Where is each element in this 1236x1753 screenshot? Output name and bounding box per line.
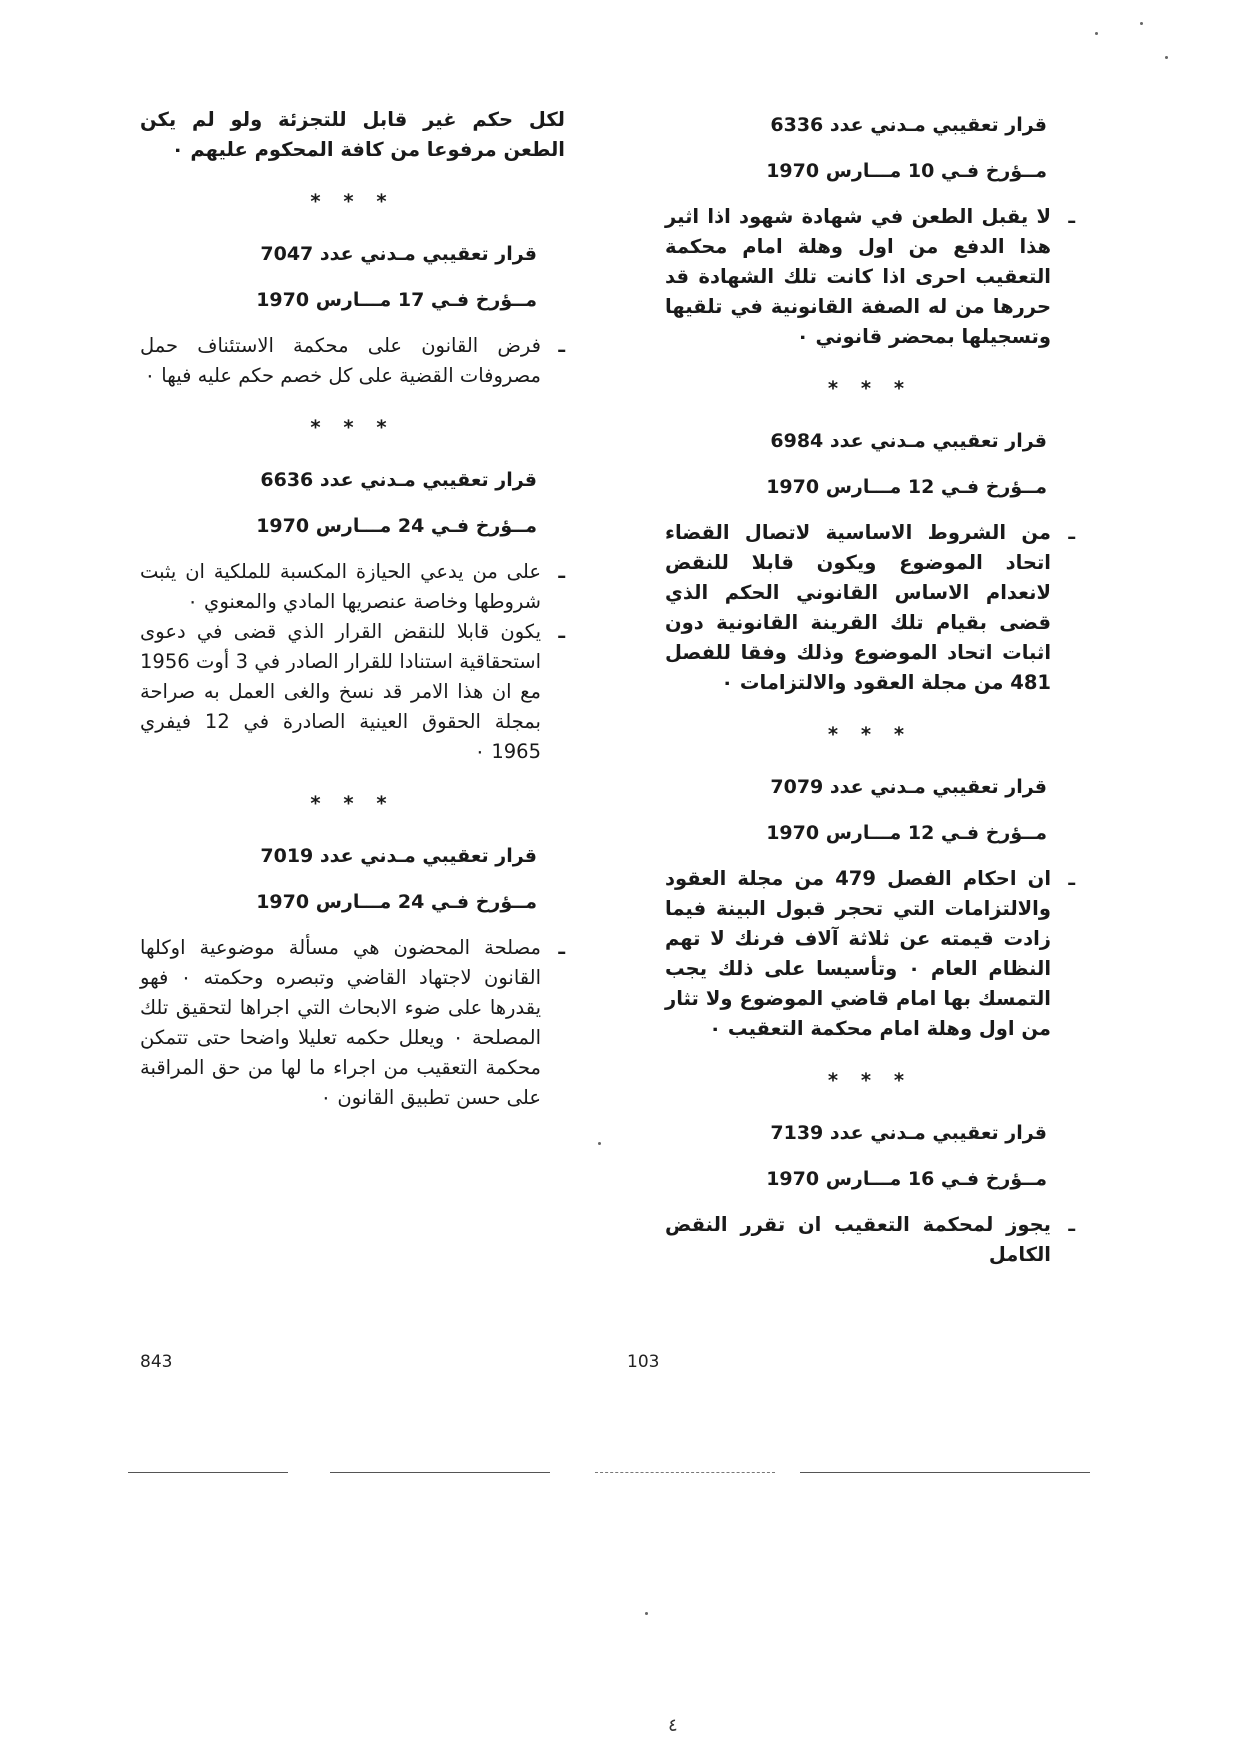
dash-bullet: ـ [558,936,565,959]
section-separator: * * * [827,377,913,400]
ruling-date: مــؤرخ فـي 24 مـــارس 1970 [256,891,537,913]
ruling-item [665,518,1075,698]
scan-speck [598,1142,601,1145]
section-separator: * * * [827,1069,913,1092]
dash-bullet: ـ [558,620,565,643]
ruling-item [140,331,565,391]
ruling-text: على من يدعي الحيازة المكسبة للملكية ان يثبت شروطها وخاصة عنصريها المادي والمعنوي ٠ [140,560,541,613]
ruling-text: يجوز لمحكمة التعقيب ان تقرر النقض الكامل [665,1213,1051,1266]
ruling-date: مــؤرخ فـي 12 مـــارس 1970 [766,476,1047,498]
ruling-item [140,557,565,617]
ruling-entry [665,1118,1075,1270]
ruling-entry [140,465,565,767]
ruling-date: مــؤرخ فـي 10 مـــارس 1970 [766,160,1047,182]
ruling-heading: قرار تعقيبي مـدني عدد 6984 [770,430,1047,452]
footer-mark: ٤ [668,1715,678,1736]
dash-bullet: ـ [1068,521,1075,544]
scan-speck [1140,22,1143,25]
section-separator: * * * [310,416,395,439]
ruling-item [140,933,565,1113]
dash-bullet: ـ [1068,205,1075,228]
cut-line [800,1472,1090,1473]
page-number-center: 103 [627,1352,660,1372]
ruling-item [665,864,1075,1044]
section-separator: * * * [310,190,395,213]
scan-speck [1095,32,1098,35]
ruling-item [140,617,565,767]
cut-line [128,1472,288,1473]
section-separator: * * * [827,723,913,746]
ruling-text: لا يقبل الطعن في شهادة شهود اذا اثير هذا الدفع من اول وهلة امام محكمة التعقيب احرى اذا كانت تلك الشهادة قد حررها من له الصفة القانونية في تلقيها وتسجيلها بمحضر قانوني ٠ [665,205,1051,348]
scan-speck [1165,56,1168,59]
ruling-item [665,1210,1075,1270]
ruling-heading: قرار تعقيبي مـدني عدد 6336 [770,114,1047,136]
ruling-date: مــؤرخ فـي 24 مـــارس 1970 [256,515,537,537]
ruling-date: مــؤرخ فـي 16 مـــارس 1970 [766,1168,1047,1190]
ruling-entry [665,426,1075,698]
dash-bullet: ـ [558,334,565,357]
dash-bullet: ـ [1068,1213,1075,1236]
ruling-text: مصلحة المحضون هي مسألة موضوعية اوكلها القانون لاجتهاد القاضي وتبصره وحكمته ٠ فهو يقدرها على ضوء الابحاث التي اجراها لتحقيق تلك المصلحة ٠ ويعلل حكمه تعليلا واضحا حتى تتمكن محكمة التعقيب من اجراء ما لها من حق المراقبة على حسن تطبيق القانون ٠ [140,936,542,1109]
ruling-heading: قرار تعقيبي مـدني عدد 6636 [260,469,537,491]
ruling-text: يكون قابلا للنقض القرار الذي قضى في دعوى استحقاقية استنادا للقرار الصادر في 3 أوت 1956 مع ان هذا الامر قد نسخ والغى العمل به صراحة بمجلة الحقوق العينية الصادرة في 12 فيفري 1965 ٠ [140,620,542,763]
ruling-heading: قرار تعقيبي مـدني عدد 7139 [770,1122,1047,1144]
section-separator: * * * [310,792,395,815]
right-column [665,110,1075,1270]
continuation-paragraph: لكل حكم غير قابل للتجزئة ولو لم يكن الطعن مرفوعا من كافة المحكوم عليهم ٠ [140,108,565,161]
ruling-date: مــؤرخ فـي 17 مـــارس 1970 [256,289,537,311]
ruling-text: فرض القانون على محكمة الاستئناف حمل مصروفات القضية على كل خصم حكم عليه فيها ٠ [140,334,541,387]
dash-bullet: ـ [1068,867,1075,890]
ruling-item [665,202,1075,352]
dash-bullet: ـ [558,560,565,583]
ruling-date: مــؤرخ فـي 12 مـــارس 1970 [766,822,1047,844]
ruling-entry [665,772,1075,1044]
ruling-entry [140,239,565,391]
left-column [140,105,565,1113]
cut-line [595,1472,775,1473]
cut-line [330,1472,550,1473]
ruling-heading: قرار تعقيبي مـدني عدد 7079 [770,776,1047,798]
ruling-heading: قرار تعقيبي مـدني عدد 7019 [260,845,537,867]
ruling-heading: قرار تعقيبي مـدني عدد 7047 [260,243,537,265]
ruling-text: ان احكام الفصل 479 من مجلة العقود والالتزامات التي تحجر قبول البينة فيما زادت قيمته عن ثلاثة آلاف فرنك لا تهم النظام العام ٠ وتأسيسا على ذلك يجب التمسك بها امام قاضي الموضوع ولا تثار من اول وهلة امام محكمة التعقيب ٠ [665,867,1052,1040]
page-number-left: 843 [140,1352,173,1372]
ruling-entry [140,841,565,1113]
ruling-text: من الشروط الاساسية لاتصال القضاء اتحاد الموضوع ويكون قابلا للنقض لانعدام الاساس القانوني الحكم الذي قضى بقيام تلك القرينة القانونية دون اثبات اتحاد الموضوع وذلك وفقا للفصل 481 من مجلة العقود والالتزامات ٠ [665,521,1051,694]
scan-speck [645,1612,648,1615]
ruling-entry [665,110,1075,352]
